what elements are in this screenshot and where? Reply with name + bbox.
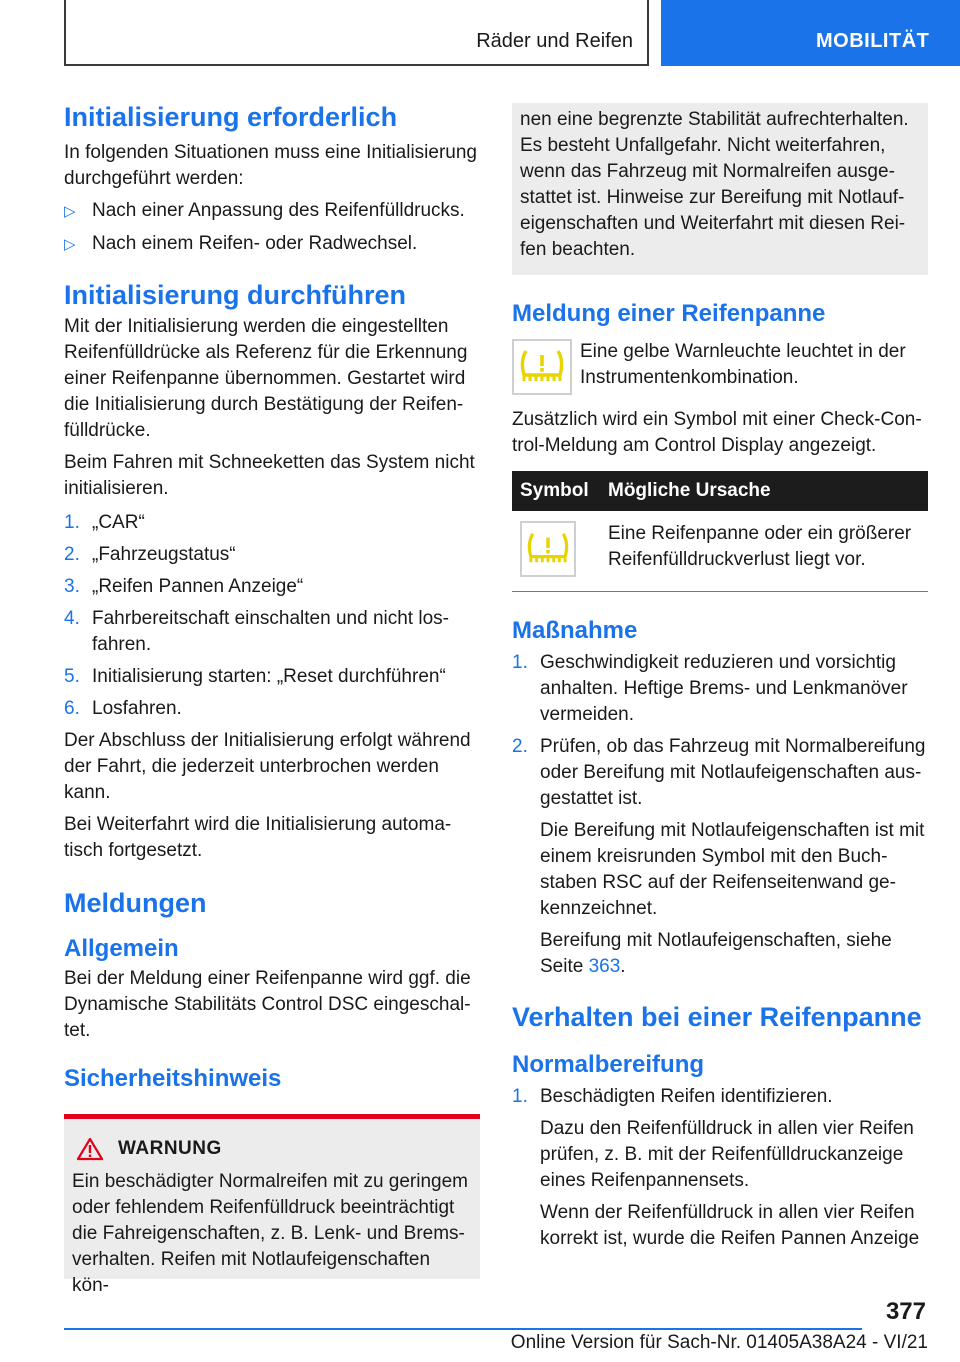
triangle-right-icon: ▷ — [64, 236, 76, 253]
warning-box — [64, 1119, 480, 1296]
paragraph: Zusätzlich wird ein Symbol mit einer Check-Con-trol-Meldung am Control Display angezeigt. — [512, 409, 922, 456]
table-cell-cause: Eine Reifenpanne oder ein größerer Reifenfülldruckverlust liegt vor. — [600, 511, 928, 592]
heading-init-perform: Initialisierung durchführen — [64, 280, 407, 310]
list-item: 1. Beschädigten Reifen identifizieren. Dazu den Reifenfülldruck in allen vier Reifen prüfen, z. B. mit der Reifenfülldruckanzeige eines Reifenpannensets. Wenn der Reifenfülldruck in allen vier Reifen korrekt ist, wurde die Reifen Pannen Anzeige — [512, 1086, 920, 1249]
heading-meldungen: Meldungen — [64, 888, 207, 918]
symbol-table — [512, 471, 928, 592]
list-item: 6. Losfahren. — [64, 698, 182, 719]
heading-tire-puncture-message: Meldung einer Reifenpanne — [512, 300, 826, 327]
page-number: 377 — [885, 1298, 926, 1325]
heading-massnahme: Maßnahme — [512, 617, 638, 644]
warning-triangle-icon — [76, 1137, 104, 1161]
heading-allgemein: Allgemein — [64, 935, 179, 962]
list-item: ▷ Nach einem Reifen- oder Radwechsel. — [64, 231, 480, 258]
section-tab[interactable]: MOBILITÄT — [661, 0, 960, 66]
heading-init-required: Initialisierung erforderlich — [64, 102, 398, 132]
tire-pressure-warning-icon — [520, 521, 576, 577]
page-link[interactable]: 363 — [588, 956, 621, 977]
paragraph: Bei der Meldung einer Reifenpanne wird ggf. die Dynamische Stabilitäts Control DSC eingeschal-tet. — [64, 968, 471, 1041]
list-item: 5. Initialisierung starten: „Reset durchführen“ — [64, 666, 446, 687]
triangle-right-icon: ▷ — [64, 203, 76, 220]
footer-divider — [64, 1328, 862, 1330]
paragraph: Der Abschluss der Initialisierung erfolgt während der Fahrt, die jederzeit unterbrochen werden kann. — [64, 730, 471, 803]
table-header-symbol: Symbol — [512, 471, 600, 511]
warning-continuation: nen eine begrenzte Stabilität aufrechterhalten. Es besteht Unfallgefahr. Nicht weiterfahren, wenn das Fahrzeug mit Normalreifen ausge-stattet ist. Hinweise zur Bereifung mit Notlauf-eigenschaften und Weiterfahrt mit diesen Rei-fen beachten. — [512, 103, 928, 275]
paragraph: Beim Fahren mit Schneeketten das System nicht initialisieren. — [64, 452, 475, 499]
paragraph: In folgenden Situationen muss eine Initialisierung durchgeführt werden: — [64, 142, 477, 189]
list-item: 3. „Reifen Pannen Anzeige“ — [64, 576, 304, 597]
list-item: 2. „Fahrzeugstatus“ — [64, 544, 236, 565]
list-item: 1. Geschwindigkeit reduzieren und vorsichtig anhalten. Heftige Brems- und Lenkmanöver vermeiden. — [512, 652, 908, 725]
footer-text: Online Version für Sach-Nr. 01405A38A24 - VI/21 — [510, 1332, 928, 1353]
table-header-cause: Mögliche Ursache — [600, 471, 928, 511]
lamp-row — [512, 339, 928, 395]
list-item: 4. Fahrbereitschaft einschalten und nicht los-fahren. — [64, 608, 449, 655]
left-column — [64, 100, 480, 1296]
paragraph: Bei Weiterfahrt wird die Initialisierung automa-tisch fortgesetzt. — [64, 814, 452, 861]
list-item: 2. Prüfen, ob das Fahrzeug mit Normalbereifung oder Bereifung mit Notlaufeigenschaften aus-gestattet ist. Die Bereifung mit Notlaufeigenschaften ist mit einem kreisrunden Symbol mit den Buch-staben RSC auf der Reifenseitenwand ge-kennzeichnet. Bereifung mit Notlaufeigenschaften, siehe Seite 363. — [512, 736, 926, 977]
table-row — [512, 511, 928, 592]
warning-header: WARNUNG — [76, 1137, 472, 1161]
paragraph: Eine gelbe Warnleuchte leuchtet in der Instrumentenkombination. — [580, 341, 906, 388]
step-list — [64, 510, 480, 722]
right-column — [512, 103, 928, 1252]
paragraph: Mit der Initialisierung werden die eingestellten Reifenfülldrücke als Referenz für die Erkennung einer Reifenpanne übernommen. Gestartet wird die Initialisierung durch Bestätigung der Reifen-fülldrücke. — [64, 316, 468, 441]
heading-normalbereifung: Normalbereifung — [512, 1051, 705, 1078]
warning-block — [64, 1114, 480, 1296]
heading-safety-note: Sicherheitshinweis — [64, 1065, 282, 1092]
chapter-title: Räder und Reifen — [476, 30, 633, 52]
list-item: ▷ Nach einer Anpassung des Reifenfülldrucks. — [64, 198, 480, 225]
heading-behaviour-puncture: Verhalten bei einer Reifenpanne — [512, 1002, 922, 1032]
warning-text: Ein beschädigter Normalreifen mit zu geringem oder fehlendem Reifenfülldruck beeinträchtigt die Fahreigenschaften, z. B. Lenk- und Brems-verhalten. Reifen mit Notlaufeigenschaften kön- — [72, 1171, 469, 1296]
header-frame — [64, 0, 649, 66]
tire-pressure-warning-icon — [512, 339, 572, 395]
list-item: 1. „CAR“ — [64, 512, 145, 533]
